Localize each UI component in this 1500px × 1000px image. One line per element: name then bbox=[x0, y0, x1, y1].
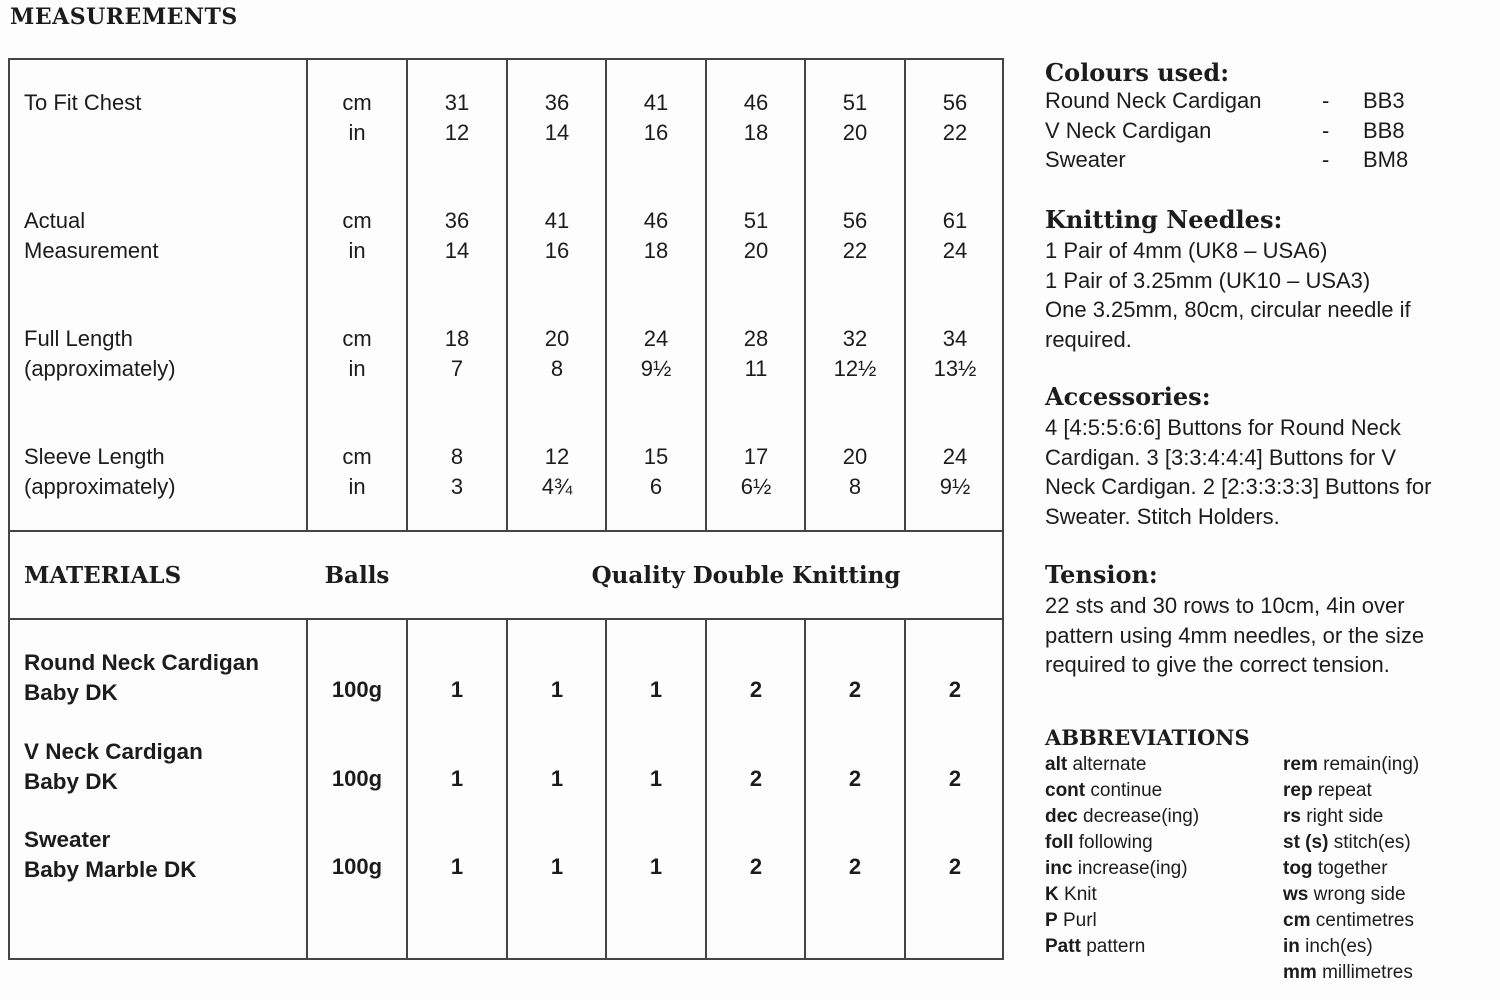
unit-label: cm bbox=[342, 208, 372, 233]
measurement-value: 7 bbox=[450, 356, 464, 381]
abbreviation-item bbox=[1045, 856, 1188, 882]
abbreviation-meaning: repeat bbox=[1317, 780, 1372, 801]
accessories-title: Accessories: bbox=[1045, 382, 1211, 411]
unit-label: in bbox=[348, 474, 366, 499]
abbreviation-item bbox=[1283, 752, 1419, 778]
abbreviation-meaning: Knit bbox=[1064, 884, 1097, 905]
needles-title: Knitting Needles: bbox=[1045, 205, 1283, 234]
measurement-value: 18 bbox=[444, 326, 470, 351]
abbreviation-item bbox=[1283, 908, 1414, 934]
unit-label: cm bbox=[342, 326, 372, 351]
measurement-value: 12 bbox=[444, 120, 470, 145]
material-name: Baby Marble DK bbox=[24, 857, 197, 882]
quality-heading: Quality Double Knitting bbox=[591, 562, 901, 589]
abbreviation-term: K bbox=[1045, 884, 1059, 905]
ball-count: 1 bbox=[450, 766, 464, 791]
ball-count: 1 bbox=[450, 677, 464, 702]
abbreviation-item bbox=[1283, 882, 1406, 908]
abbreviation-meaning: increase(ing) bbox=[1077, 858, 1188, 879]
colours-title: Colours used: bbox=[1045, 58, 1230, 87]
colour-code: BM8 bbox=[1363, 147, 1409, 173]
measurement-value: 14 bbox=[544, 120, 570, 145]
measurement-value: 24 bbox=[643, 326, 669, 351]
ball-count: 2 bbox=[948, 854, 962, 879]
measurement-value: 34 bbox=[942, 326, 968, 351]
ball-count: 1 bbox=[649, 854, 663, 879]
measurement-value: 15 bbox=[643, 444, 669, 469]
ball-count: 2 bbox=[948, 677, 962, 702]
abbreviation-term: in bbox=[1283, 936, 1300, 957]
measurement-value: 3 bbox=[450, 474, 464, 499]
ball-count: 1 bbox=[450, 854, 464, 879]
material-name: Baby DK bbox=[24, 680, 118, 705]
page-title: MEASUREMENTS bbox=[10, 4, 238, 30]
measurement-value: 20 bbox=[544, 326, 570, 351]
abbreviation-term: foll bbox=[1045, 832, 1074, 853]
measurement-value: 16 bbox=[643, 120, 669, 145]
abbreviation-meaning: centimetres bbox=[1315, 910, 1414, 931]
measurement-value: 20 bbox=[842, 120, 868, 145]
abbreviation-item bbox=[1283, 778, 1372, 804]
measurement-value: 20 bbox=[743, 238, 769, 263]
abbreviation-term: ws bbox=[1283, 884, 1309, 905]
measurement-value: 6½ bbox=[740, 474, 772, 499]
material-name: Round Neck Cardigan bbox=[24, 650, 260, 675]
abbreviation-meaning: inch(es) bbox=[1305, 936, 1373, 957]
unit-label: in bbox=[348, 356, 366, 381]
ball-count: 2 bbox=[848, 677, 862, 702]
abbreviation-item bbox=[1283, 960, 1413, 986]
abbreviation-term: tog bbox=[1283, 858, 1313, 879]
measurement-value: 56 bbox=[942, 90, 968, 115]
abbreviation-term: rep bbox=[1283, 780, 1313, 801]
measurement-value: 61 bbox=[942, 208, 968, 233]
measurement-value: 8 bbox=[848, 474, 862, 499]
measurement-value: 51 bbox=[743, 208, 769, 233]
abbreviations-title: ABBREVIATIONS bbox=[1045, 725, 1250, 750]
ball-count: 1 bbox=[649, 766, 663, 791]
tension-line: 22 sts and 30 rows to 10cm, 4in over bbox=[1045, 593, 1405, 618]
measurement-value: 16 bbox=[544, 238, 570, 263]
measurement-value: 12 bbox=[544, 444, 570, 469]
abbreviation-term: alt bbox=[1045, 754, 1068, 775]
ball-count: 2 bbox=[948, 766, 962, 791]
measurement-label: Full Length bbox=[24, 326, 133, 351]
ball-count: 2 bbox=[749, 854, 763, 879]
table-border-right bbox=[1002, 58, 1004, 960]
unit-label: in bbox=[348, 238, 366, 263]
needles-text bbox=[1045, 236, 1495, 354]
measurement-value: 13½ bbox=[933, 356, 977, 381]
abbreviation-item bbox=[1283, 830, 1411, 856]
measurement-label: Measurement bbox=[24, 238, 159, 263]
material-name: Baby DK bbox=[24, 769, 118, 794]
colour-name: Sweater bbox=[1045, 147, 1126, 173]
abbreviation-term: mm bbox=[1283, 962, 1317, 983]
abbreviation-meaning: continue bbox=[1090, 780, 1163, 801]
accessories-line: 4 [4:5:5:6:6] Buttons for Round Neck bbox=[1045, 415, 1401, 440]
abbreviation-item bbox=[1045, 882, 1097, 908]
ball-count: 2 bbox=[749, 766, 763, 791]
material-weight: 100g bbox=[331, 677, 383, 702]
accessories-line: Cardigan. 3 [3:3:4:4:4] Buttons for V bbox=[1045, 444, 1396, 470]
balls-heading: Balls bbox=[324, 562, 390, 589]
colour-name: Round Neck Cardigan bbox=[1045, 88, 1262, 113]
ball-count: 1 bbox=[550, 766, 564, 791]
colour-name: V Neck Cardigan bbox=[1045, 117, 1212, 143]
abbreviation-meaning: pattern bbox=[1086, 936, 1146, 957]
measurement-value: 46 bbox=[643, 208, 669, 233]
abbreviation-item bbox=[1045, 804, 1199, 830]
measurement-value: 12½ bbox=[833, 356, 877, 381]
measurement-value: 9½ bbox=[640, 356, 672, 381]
materials-heading: MATERIALS bbox=[24, 562, 182, 589]
abbreviation-item bbox=[1045, 908, 1097, 934]
needles-line: 1 Pair of 3.25mm (UK10 – USA3) bbox=[1045, 267, 1371, 293]
measurement-value: 17 bbox=[743, 444, 769, 469]
abbreviation-meaning: remain(ing) bbox=[1323, 754, 1420, 775]
abbreviation-term: P bbox=[1045, 910, 1058, 931]
abbreviation-term: dec bbox=[1045, 806, 1078, 827]
measurement-value: 36 bbox=[544, 90, 570, 115]
abbreviation-term: cont bbox=[1045, 780, 1086, 801]
abbreviation-meaning: millimetres bbox=[1322, 962, 1413, 983]
abbreviation-meaning: decrease(ing) bbox=[1083, 806, 1200, 827]
abbreviation-meaning: stitch(es) bbox=[1333, 832, 1411, 853]
measurement-value: 4¾ bbox=[541, 474, 573, 499]
material-name: Sweater bbox=[24, 827, 111, 852]
measurement-value: 31 bbox=[444, 90, 470, 115]
needles-line: One 3.25mm, 80cm, circular needle if bbox=[1045, 297, 1411, 323]
measurement-value: 41 bbox=[544, 208, 570, 233]
measurement-value: 46 bbox=[743, 90, 769, 115]
abbreviation-meaning: wrong side bbox=[1313, 884, 1406, 905]
measurement-value: 22 bbox=[842, 238, 868, 263]
abbreviation-item bbox=[1283, 856, 1388, 882]
measurement-value: 14 bbox=[444, 238, 470, 263]
material-weight: 100g bbox=[331, 766, 383, 791]
abbreviation-term: Patt bbox=[1045, 936, 1081, 957]
abbreviation-meaning: following bbox=[1078, 832, 1153, 853]
abbreviation-term: rem bbox=[1283, 754, 1318, 775]
tension-line: pattern using 4mm needles, or the size bbox=[1045, 622, 1425, 648]
abbreviation-meaning: together bbox=[1317, 858, 1388, 879]
ball-count: 2 bbox=[848, 854, 862, 879]
abbreviation-item bbox=[1283, 934, 1373, 960]
measurement-value: 24 bbox=[942, 444, 968, 469]
measurement-value: 6 bbox=[649, 474, 663, 499]
colour-code: BB8 bbox=[1363, 117, 1405, 143]
abbreviation-item bbox=[1045, 934, 1145, 960]
measurement-value: 28 bbox=[743, 326, 769, 351]
measurement-value: 41 bbox=[643, 90, 669, 115]
abbreviation-item bbox=[1045, 752, 1146, 778]
abbreviation-meaning: Purl bbox=[1062, 910, 1097, 931]
ball-count: 1 bbox=[649, 677, 663, 702]
ball-count: 2 bbox=[848, 766, 862, 791]
measurement-value: 11 bbox=[744, 356, 768, 381]
unit-label: cm bbox=[342, 90, 372, 115]
measurement-value: 56 bbox=[842, 208, 868, 233]
abbreviation-meaning: right side bbox=[1306, 806, 1384, 827]
measurement-value: 51 bbox=[842, 90, 868, 115]
measurement-value: 22 bbox=[942, 120, 968, 145]
tension-text bbox=[1045, 591, 1495, 680]
measurement-value: 9½ bbox=[939, 474, 971, 499]
colour-code: BB3 bbox=[1363, 88, 1405, 113]
abbreviation-item bbox=[1045, 778, 1162, 804]
ball-count: 1 bbox=[550, 677, 564, 702]
colour-dash: - bbox=[1322, 147, 1330, 173]
tension-line: required to give the correct tension. bbox=[1045, 652, 1390, 678]
abbreviation-meaning: alternate bbox=[1072, 754, 1147, 775]
unit-label: cm bbox=[342, 444, 372, 469]
measurement-value: 8 bbox=[450, 444, 464, 469]
measurement-label: (approximately) bbox=[24, 356, 176, 381]
measurement-value: 32 bbox=[842, 326, 868, 351]
needles-line: required. bbox=[1045, 326, 1132, 352]
tension-title: Tension: bbox=[1045, 560, 1158, 589]
measurement-value: 8 bbox=[550, 356, 564, 381]
colour-dash: - bbox=[1322, 88, 1330, 113]
abbreviation-item bbox=[1045, 830, 1153, 856]
measurement-value: 20 bbox=[842, 444, 868, 469]
colour-dash: - bbox=[1322, 117, 1330, 143]
table-border-left bbox=[8, 58, 10, 960]
measurement-value: 36 bbox=[444, 208, 470, 233]
accessories-text bbox=[1045, 413, 1495, 531]
measurement-value: 18 bbox=[743, 120, 769, 145]
accessories-line: Sweater. Stitch Holders. bbox=[1045, 503, 1280, 529]
needles-line: 1 Pair of 4mm (UK8 – USA6) bbox=[1045, 238, 1328, 263]
material-name: V Neck Cardigan bbox=[24, 739, 203, 764]
abbreviation-term: st (s) bbox=[1283, 832, 1329, 853]
accessories-line: Neck Cardigan. 2 [2:3:3:3:3] Buttons for bbox=[1045, 474, 1432, 500]
abbreviation-term: inc bbox=[1045, 858, 1073, 879]
measurement-label: (approximately) bbox=[24, 474, 176, 499]
abbreviation-term: cm bbox=[1283, 910, 1311, 931]
unit-label: in bbox=[348, 120, 366, 145]
measurement-value: 24 bbox=[942, 238, 968, 263]
measurement-label: To Fit Chest bbox=[24, 90, 142, 115]
measurement-label: Sleeve Length bbox=[24, 444, 165, 469]
measurement-value: 18 bbox=[643, 238, 669, 263]
abbreviation-item bbox=[1283, 804, 1383, 830]
abbreviation-term: rs bbox=[1283, 806, 1301, 827]
ball-count: 2 bbox=[749, 677, 763, 702]
ball-count: 1 bbox=[550, 854, 564, 879]
measurement-label: Actual bbox=[24, 208, 86, 233]
material-weight: 100g bbox=[331, 854, 383, 879]
